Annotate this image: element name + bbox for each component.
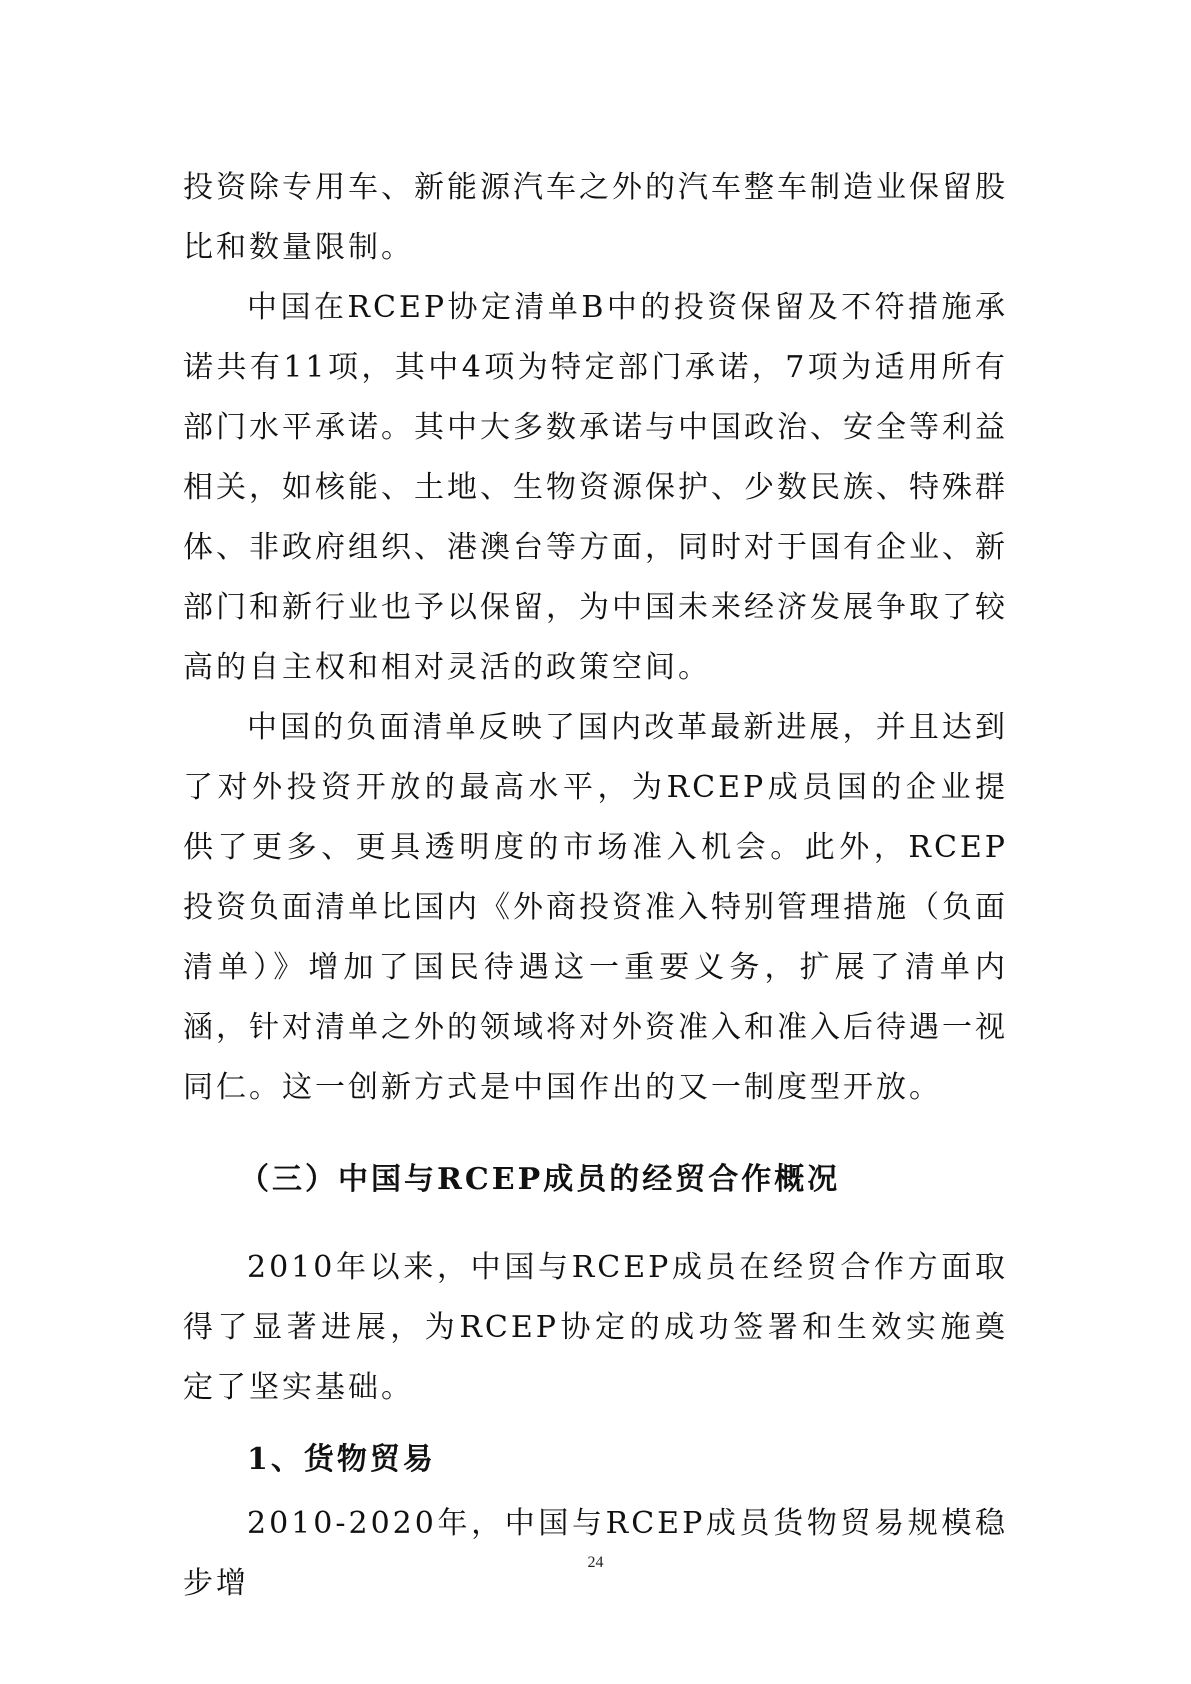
paragraph-cooperation-overview: 2010年以来，中国与RCEP成员在经贸合作方面取得了显著进展，为RCEP协定的成功签署和生效实施奠定了坚实基础。 (183, 1250, 1008, 1405)
paragraph-goods-trade: 2010-2020年，中国与RCEP成员货物贸易规模稳步增 (183, 1506, 1008, 1601)
section-heading: （三）中国与RCEP成员的经贸合作概况 (239, 1162, 841, 1197)
paragraph-investment-reservations: 中国在RCEP协定清单B中的投资保留及不符措施承诺共有11项，其中4项为特定部门承诺，7项为适用所有部门水平承诺。其中大多数承诺与中国政治、安全等利益相关，如核能、土地、生物资源保护、少数民族、特殊群体、非政府组织、港澳台等方面，同时对于国有企业、新部门和新行业也予以保留，为中国未来经济发展争取了较高的自主权和相对灵活的政策空间。 (183, 290, 1008, 685)
page-body (183, 158, 1008, 1614)
sub-heading-goods-trade: 1、货物贸易 (247, 1442, 436, 1477)
paragraph-negative-list: 中国的负面清单反映了国内改革最新进展，并且达到了对外投资开放的最高水平，为RCEP成员国的企业提供了更多、更具透明度的市场准入机会。此外，RCEP投资负面清单比国内《外商投资准入特别管理措施（负面清单）》增加了国民待遇这一重要义务，扩展了清单内涵，针对清单之外的领域将对外资准入和准入后待遇一视同仁。这一创新方式是中国作出的又一制度型开放。 (183, 710, 1008, 1105)
paragraph-continuation: 投资除专用车、新能源汽车之外的汽车整车制造业保留股比和数量限制。 (183, 170, 1008, 265)
page-number: 24 (587, 1554, 604, 1571)
